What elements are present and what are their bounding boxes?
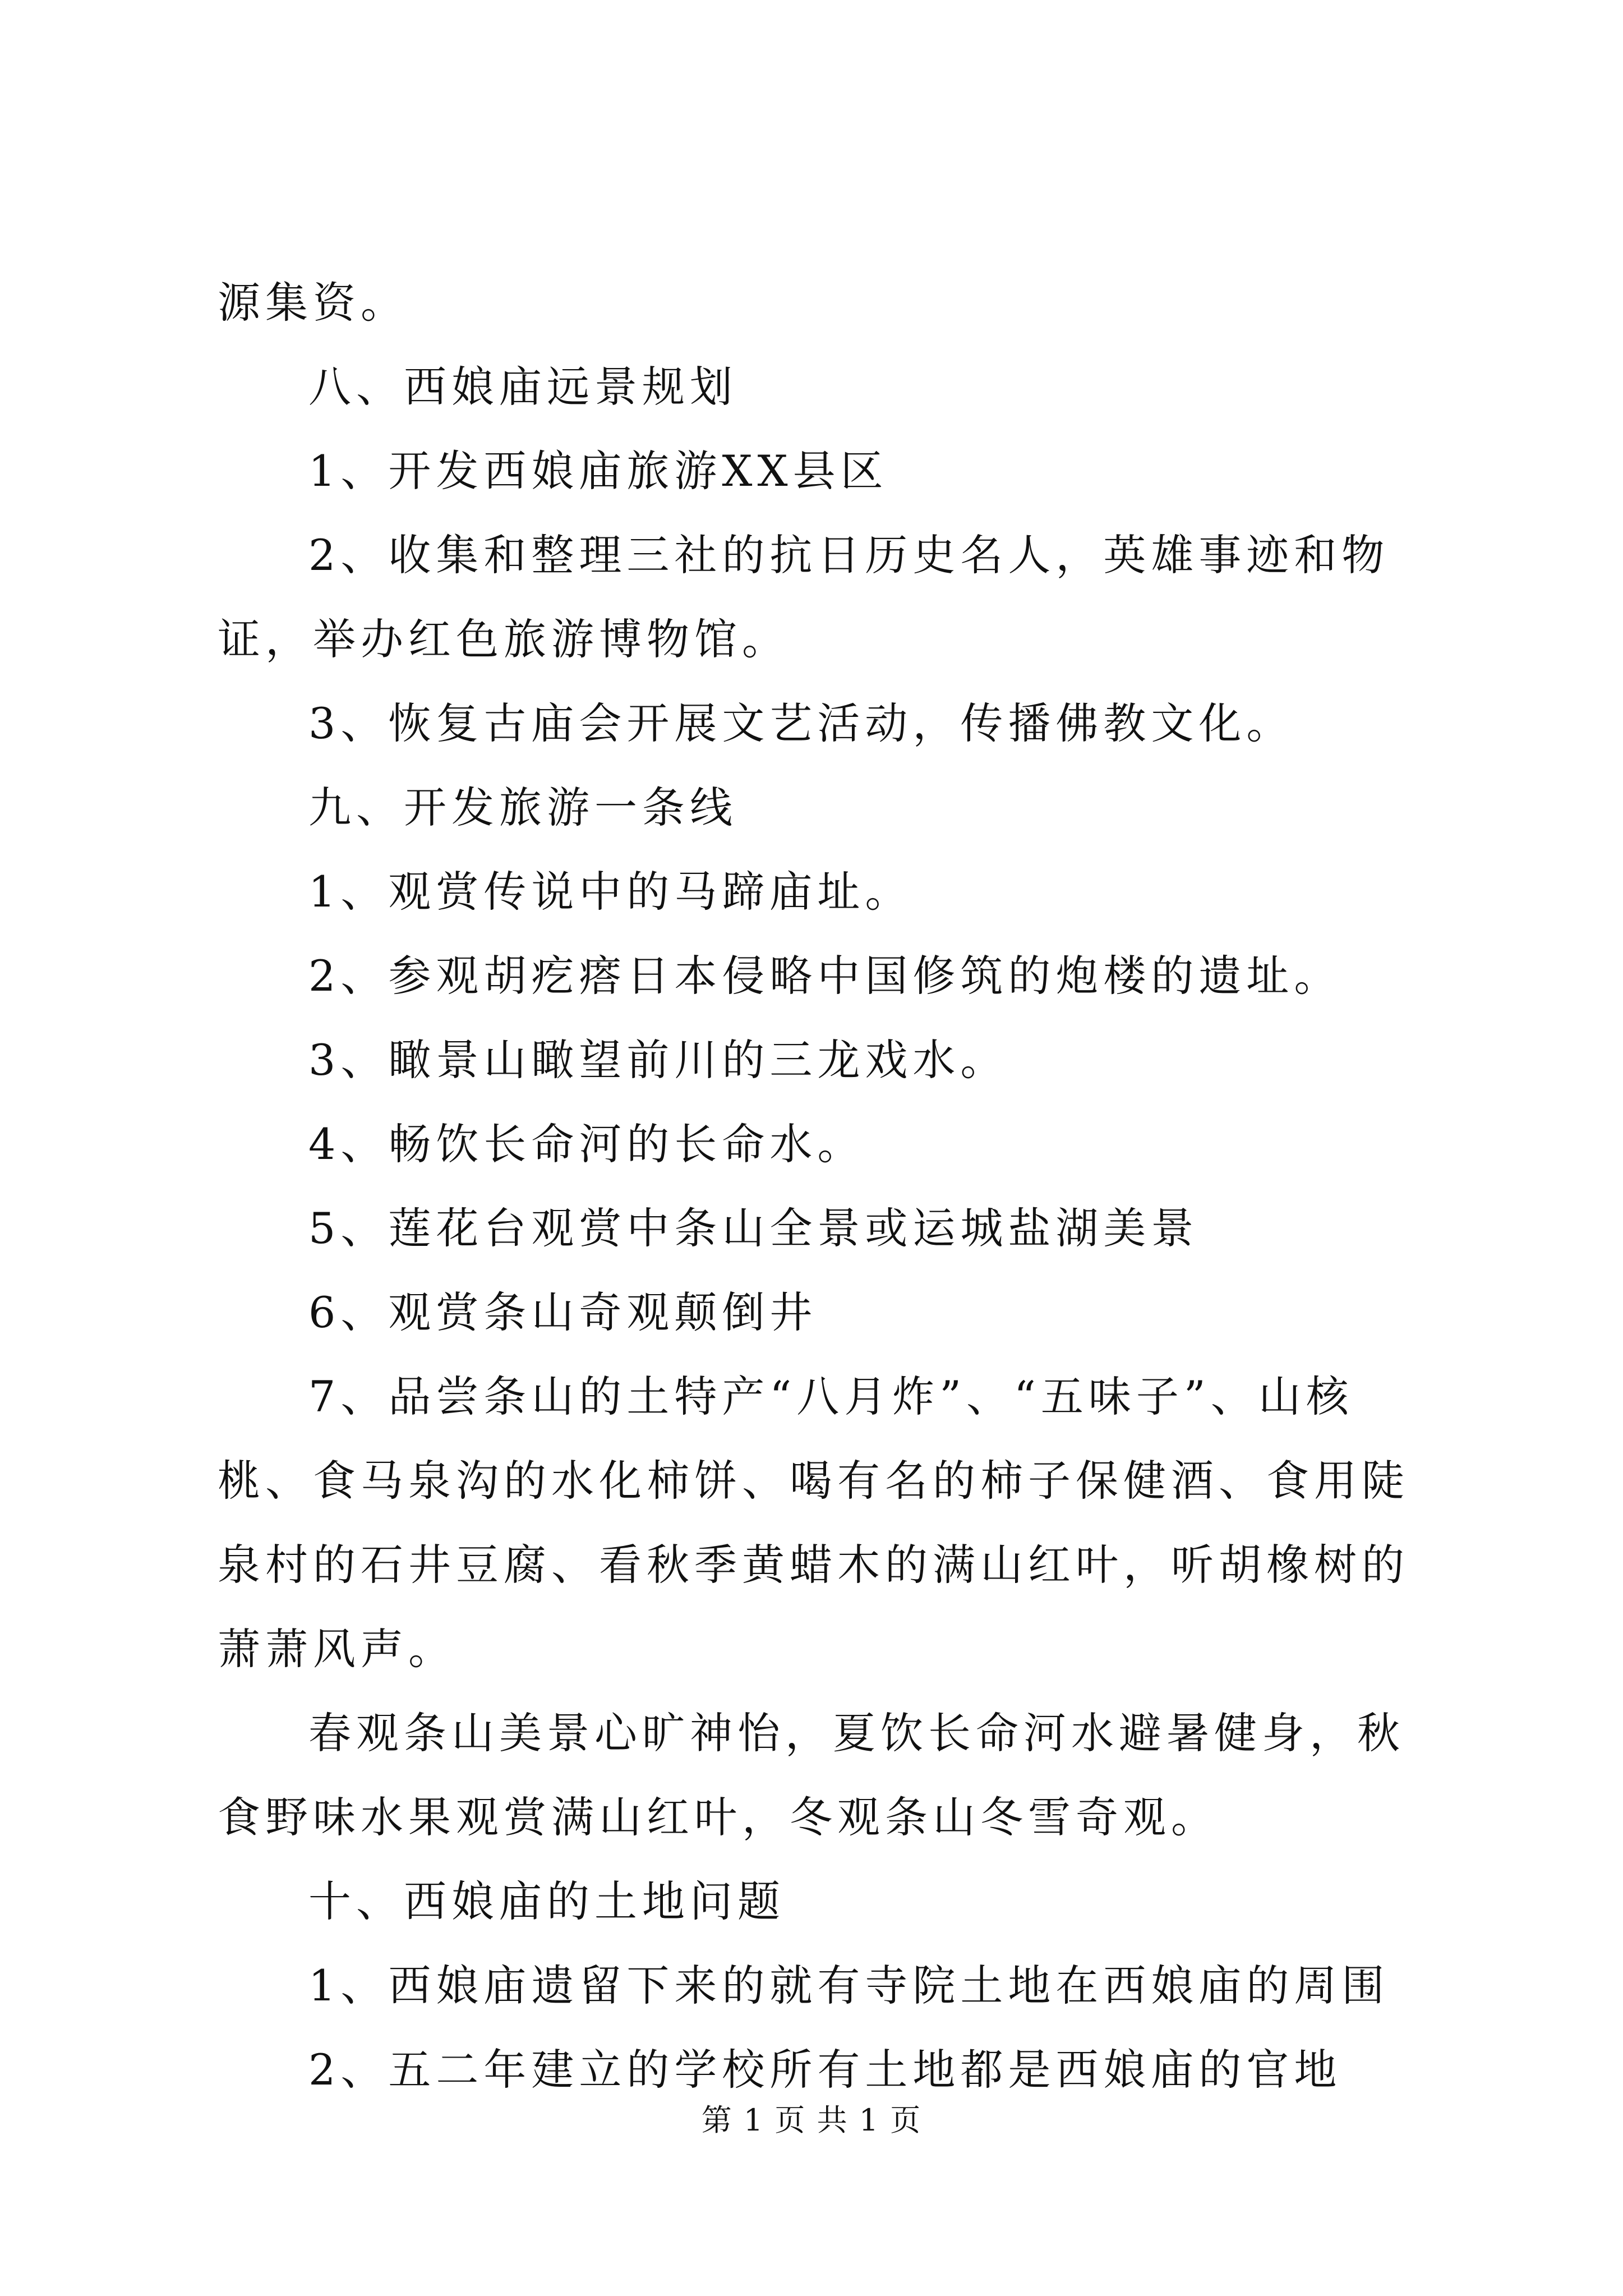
- list-item: 4、畅饮长命河的长命水。: [308, 1119, 865, 1169]
- list-item: 1、观赏传说中的马蹄庙址。: [308, 867, 913, 917]
- paragraph-seasons: 春观条山美景心旷神怡，夏饮长命河水避暑健身，秋食野味水果观赏满山红叶，冬观条山冬雪奇观。: [218, 1708, 1405, 1842]
- list-item: 3、恢复古庙会开展文艺活动，传播佛教文化。: [308, 698, 1294, 748]
- list-item: 1、开发西娘庙旅游XX县区: [308, 446, 888, 496]
- section-heading-9: 九、开发旅游一条线: [308, 783, 737, 832]
- list-item: 3、瞰景山瞰望前川的三龙戏水。: [308, 1035, 1008, 1085]
- list-item: 2、五二年建立的学校所有土地都是西娘庙的官地: [308, 2045, 1342, 2095]
- section-heading-8: 八、西娘庙远景规划: [308, 362, 737, 412]
- list-item: 1、西娘庙遗留下来的就有寺院土地在西娘庙的周围: [308, 1961, 1390, 2010]
- section-heading-10: 十、西娘庙的土地问题: [308, 1876, 785, 1926]
- paragraph-1: 源集资。: [218, 278, 408, 328]
- document-body: [218, 261, 1440, 2112]
- list-item: 5、莲花台观赏中条山全景或运城盐湖美景: [308, 1203, 1199, 1253]
- list-item: 2、参观胡疙瘩日本侵略中国修筑的炮楼的遗址。: [308, 951, 1342, 1001]
- list-item: 2、收集和整理三社的抗日历史名人，英雄事迹和物证，举办红色旅游博物馆。: [218, 530, 1390, 664]
- list-item: 7、品尝条山的土特产“八月炸”、“五味子”、山核桃、食马泉沟的水化柿饼、喝有名的柿子保健酒、食用陡泉村的石井豆腐、看秋季黄蜡木的满山红叶，听胡橡树的萧萧风声。: [218, 1372, 1409, 1674]
- list-item: 6、观赏条山奇观颠倒井: [308, 1287, 818, 1337]
- page-number-footer: 第 1 页 共 1 页: [701, 2102, 922, 2138]
